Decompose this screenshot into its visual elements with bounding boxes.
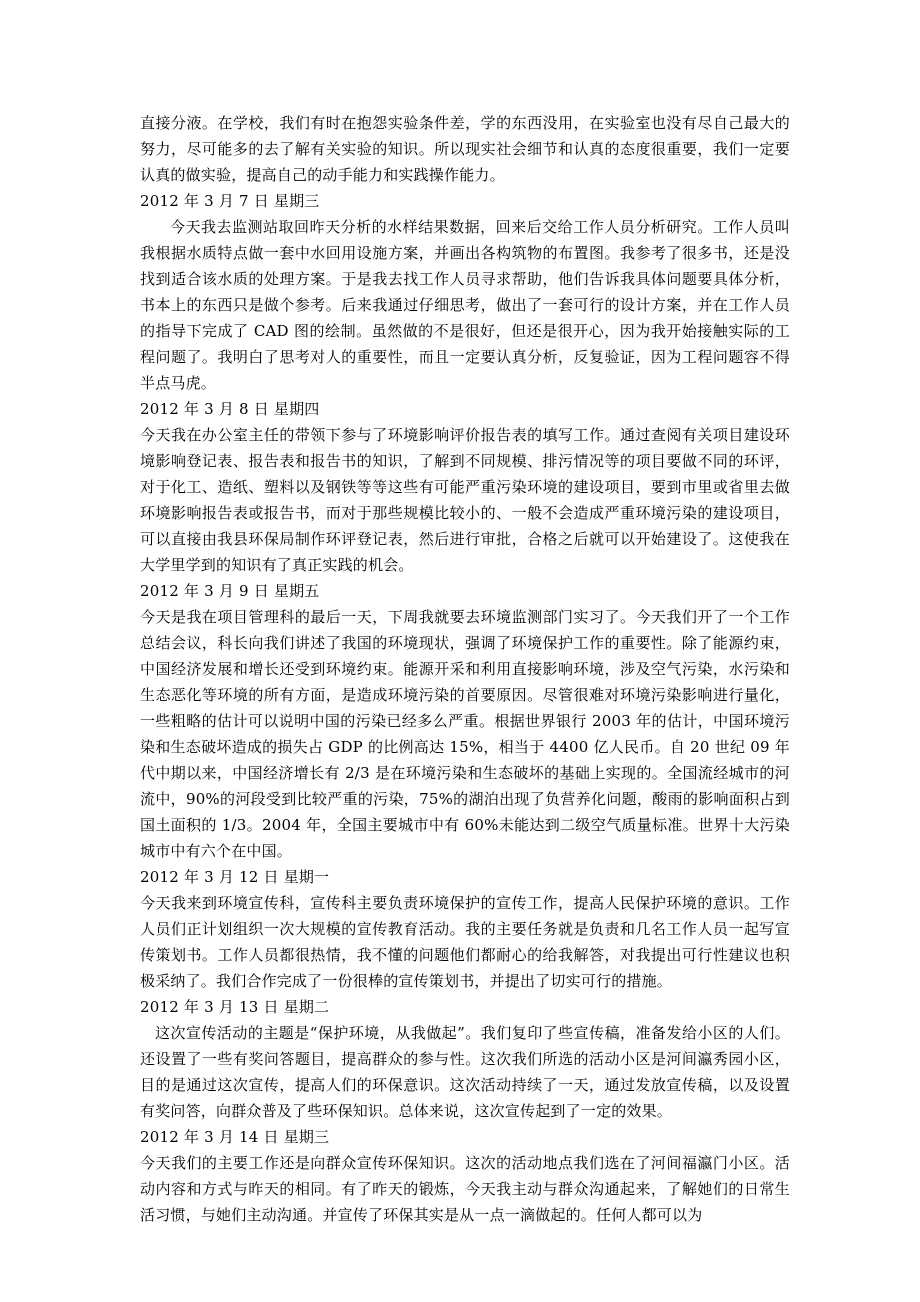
entry-paragraph: 今天是我在项目管理科的最后一天，下周我就要去环境监测部门实习了。今天我们开了一个工作总结会议，科长向我们讲述了我国的环境现状，强调了环境保护工作的重要性。除了能源约束，中国经济发展和增长还受到环境约束。能源开采和利用直接影响环境，涉及空气污染，水污染和生态恶化等环境的所有方面，是造成环境污染的首要原因。尽管很难对环境污染影响进行量化，一些粗略的估计可以说明中国的污染已经多么严重。根据世界银行 2003 年的估计，中国环境污染和生态破坏造成的损失占 GDP 的比例高达 15%，相当于 4400 亿人民币。自 20 世纪 09 年代中期以来，中国经济增长有 2/3 是在环境污染和生态破坏的基础上实现的。全国流经城市的河流中，90%的河段受到比较严重的污染，75%的湖泊出现了负营养化问题，酸雨的影响面积占到国土面积的 1/3。2004 年，全国主要城市中有 60%未能达到二级空气质量标准。世界十大污染城市中有六个在中国。 [140, 608, 790, 860]
entry-paragraph: 这次宣传活动的主题是“保护环境，从我做起”。我们复印了些宣传稿，准备发给小区的人们。还设置了一些有奖问答题目，提高群众的参与性。这次我们所选的活动小区是河间瀛秀园小区，目的是通过这次宣传，提高人们的环保意识。这次活动持续了一天，通过发放宣传稿，以及设置有奖问答，向群众普及了些环保知识。总体来说，这次宣传起到了一定的效果。 [140, 1024, 790, 1120]
document-page [140, 110, 790, 1228]
entry-date: 2012 年 3 月 13 日 星期二 [140, 998, 330, 1016]
entry-date: 2012 年 3 月 14 日 星期三 [140, 1128, 330, 1146]
entry-paragraph-continued: 直接分液。在学校，我们有时在抱怨实验条件差，学的东西没用，在实验室也没有尽自己最大的努力，尽可能多的去了解有关实验的知识。所以现实社会细节和认真的态度很重要，我们一定要认真的做实验，提高自己的动手能力和实践操作能力。 [140, 114, 790, 184]
entry-date: 2012 年 3 月 9 日 星期五 [140, 582, 320, 600]
entry-paragraph: 今天我去监测站取回昨天分析的水样结果数据，回来后交给工作人员分析研究。工作人员叫我根据水质特点做一套中水回用设施方案，并画出各构筑物的布置图。我参考了很多书，还是没找到适合该水质的处理方案。于是我去找工作人员寻求帮助，他们告诉我具体问题要具体分析，书本上的东西只是做个参考。后来我通过仔细思考，做出了一套可行的设计方案，并在工作人员的指导下完成了 CAD 图的绘制。虽然做的不是很好，但还是很开心，因为我开始接触实际的工程问题了。我明白了思考对人的重要性，而且一定要认真分析，反复验证，因为工程问题容不得半点马虎。 [140, 218, 790, 392]
entry-paragraph: 今天我来到环境宣传科，宣传科主要负责环境保护的宣传工作，提高人民保护环境的意识。工作人员们正计划组织一次大规模的宣传教育活动。我的主要任务就是负责和几名工作人员一起写宣传策划书。工作人员都很热情，我不懂的问题他们都耐心的给我解答，对我提出可行性建议也积极采纳了。我们合作完成了一份很棒的宣传策划书，并提出了切实可行的措施。 [140, 894, 790, 990]
entry-paragraph: 今天我们的主要工作还是向群众宣传环保知识。这次的活动地点我们选在了河间福瀛门小区。活动内容和方式与昨天的相同。有了昨天的锻炼，今天我主动与群众沟通起来，了解她们的日常生活习惯，与她们主动沟通。并宣传了环保其实是从一点一滴做起的。任何人都可以为 [140, 1154, 790, 1224]
entry-date: 2012 年 3 月 7 日 星期三 [140, 192, 320, 210]
entry-date: 2012 年 3 月 8 日 星期四 [140, 400, 320, 418]
entry-paragraph: 今天我在办公室主任的带领下参与了环境影响评价报告表的填写工作。通过查阅有关项目建设环境影响登记表、报告表和报告书的知识，了解到不同规模、排污情况等的项目要做不同的环评，对于化工、造纸、塑料以及钢铁等等这些有可能严重污染环境的建设项目，要到市里或省里去做环境影响报告表或报告书，而对于那些规模比较小的、一般不会造成严重环境污染的建设项目，可以直接由我县环保局制作环评登记表，然后进行审批，合格之后就可以开始建设了。这使我在大学里学到的知识有了真正实践的机会。 [140, 426, 790, 574]
entry-date: 2012 年 3 月 12 日 星期一 [140, 868, 330, 886]
